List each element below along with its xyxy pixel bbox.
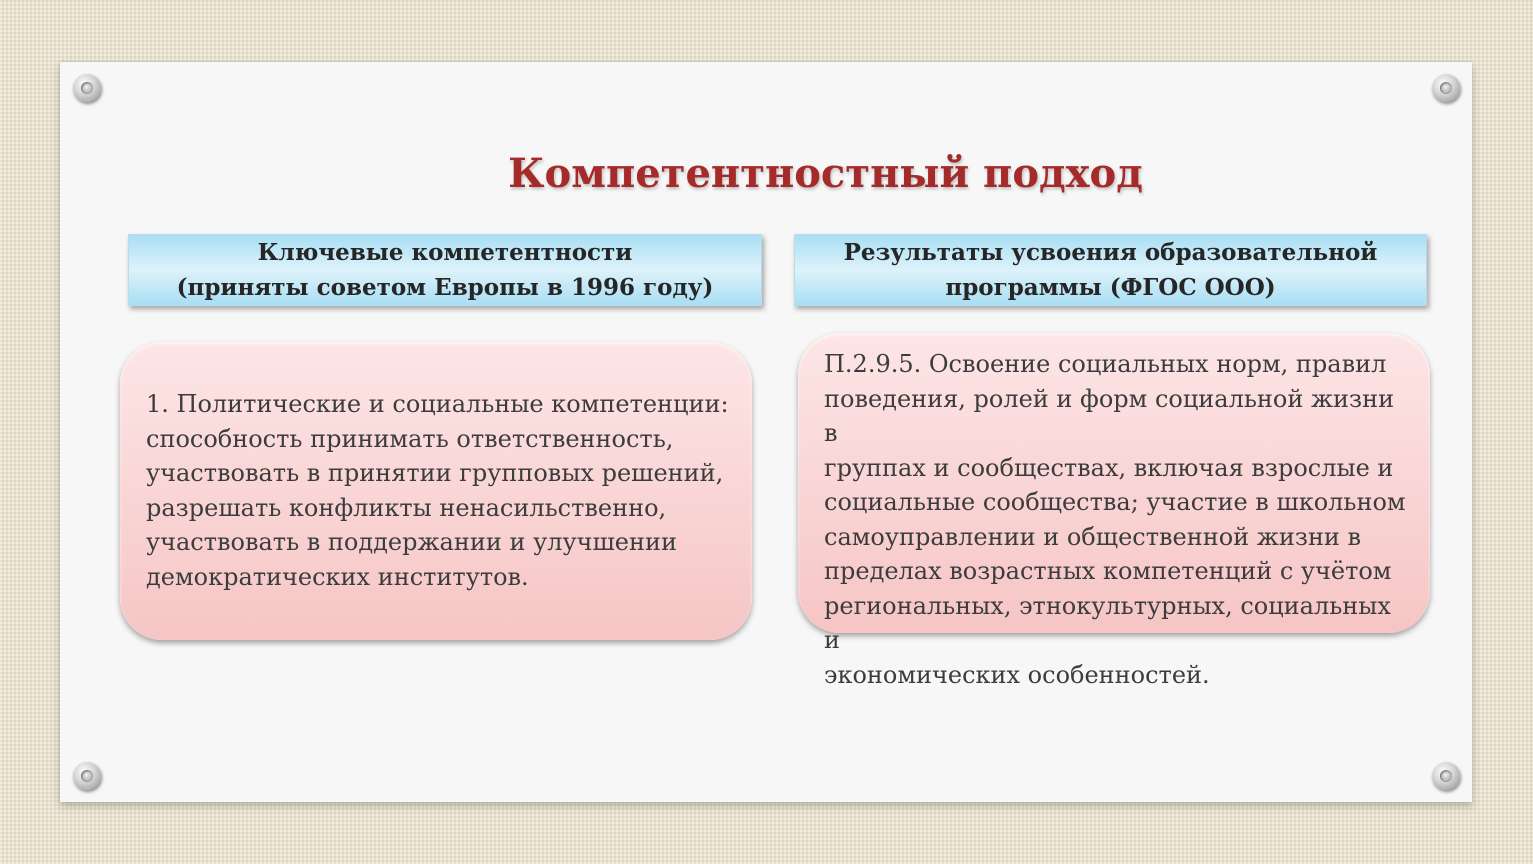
right-card-text: П.2.9.5. Освоение социальных норм, правил поведения, ролей и форм социальной жизни в группах и сообществах, включая взрослые и социальные сообщества; участие в школьном самоуправлении и общественной жизни в пределах возрастных компетенций с учётом региональных, этнокультурных, социальных и экономических особенностей. bbox=[824, 350, 1406, 689]
rivet-icon-top-left bbox=[73, 74, 101, 102]
right-content-card bbox=[798, 333, 1430, 689]
left-column-header: Ключевые компетентности (приняты советом Европы в 1996 году) bbox=[128, 234, 762, 306]
slide-title: Компетентностный подход bbox=[508, 150, 1143, 197]
left-content-card bbox=[120, 342, 752, 640]
left-card-text: 1. Политические и социальные компетенции: способность принимать ответственность, участвовать в принятии групповых решений, разрешать конфликты ненасильственно, участвовать в поддержании и улучшении демократических институтов. bbox=[146, 390, 729, 591]
right-column-header: Результаты усвоения образовательной программы (ФГОС ООО) bbox=[794, 234, 1427, 306]
rivet-icon-top-right bbox=[1432, 74, 1460, 102]
rivet-icon-bottom-left bbox=[73, 762, 101, 790]
rivet-icon-bottom-right bbox=[1432, 762, 1460, 790]
